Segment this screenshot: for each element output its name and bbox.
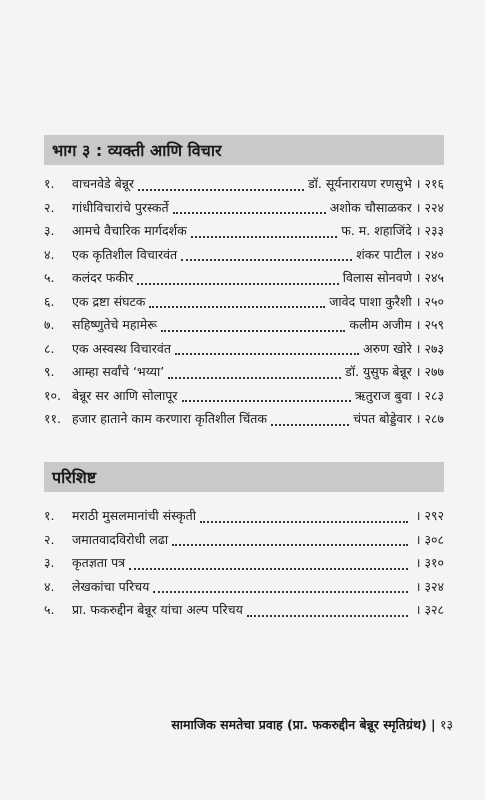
entry-title: हजार हाताने काम करणारा कृतिशील चिंतक [72,411,268,426]
entry-number: ३. [44,555,55,570]
dot-leader [247,615,408,617]
entry-number: ४. [44,246,55,262]
section-title: भाग ३ : व्यक्ती आणि विचार [52,141,222,160]
entry-separator: । [415,508,421,523]
entry-separator: । [415,555,421,570]
toc-entry [44,293,444,317]
entry-title: लेखकांचा परिचय [72,578,150,594]
entry-title: मराठी मुसलमानांची संस्कृती [72,508,197,523]
toc-entry [44,363,444,387]
entry-separator: । [415,531,421,547]
toc-entry [44,246,444,270]
dot-leader [191,236,337,238]
toc-entry [44,531,444,555]
entry-separator: । [415,176,421,191]
entry-separator: । [415,246,421,262]
entry-page: २७७ [424,364,444,379]
toc-entry [44,222,444,246]
section-title: परिशिष्ट [52,468,97,487]
entry-number: ९. [44,364,55,379]
entry-page: २८३ [424,387,444,403]
section-header-appendix [44,462,444,492]
toc-entry [44,199,444,223]
toc-entry [44,340,444,364]
entry-page: ३०८ [424,531,444,547]
entry-separator: । [415,387,421,403]
entry-author: अशोक चौसाळकर [329,199,412,215]
section-header-part3 [44,135,444,165]
entry-title: एक द्रष्टा संघटक [72,293,146,309]
toc-entry [44,387,444,411]
entry-title: एक अस्वस्थ विचारवंत [72,340,171,356]
entry-page: ३२४ [424,578,444,594]
entry-separator: । [415,578,421,594]
dot-leader [138,189,304,191]
toc-entry [44,601,444,625]
entry-page: २५० [424,293,444,309]
entry-number: २. [44,199,55,215]
entry-author: अरुण खोरे [363,340,412,356]
entry-number: ५. [44,270,55,285]
entry-title: एक कृतिशील विचारवंत [72,246,178,262]
entry-author: शंकर पाटील [356,246,412,262]
entry-page: २८७ [424,411,444,426]
toc-entry [44,507,444,531]
page-number: १३ [439,717,453,732]
dot-leader [161,330,345,332]
toc-entry [44,175,444,199]
entry-number: १. [44,176,55,191]
entry-page: २७३ [424,340,444,356]
entry-page: ३२८ [424,602,444,617]
entry-page: ३१० [424,555,444,570]
entry-separator: । [415,223,421,238]
entry-page: २४५ [424,270,444,285]
entry-number: ११. [44,411,61,426]
toc-entry [44,269,444,293]
entry-author: डॉ. युसुफ बेन्नूर [345,364,412,379]
dot-leader [175,353,359,355]
entry-title: वाचनवेडे बेन्नूर [72,176,135,191]
dot-leader [182,400,351,402]
dot-leader [181,259,352,261]
entry-page: २२४ [424,199,444,215]
entry-author: जावेद पाशा कुरैशी [329,293,412,309]
entry-separator: । [415,270,421,285]
toc-list-appendix [44,507,444,625]
entry-number: १. [44,508,55,523]
entry-title: सहिष्णुतेचे महामेरू [72,317,157,332]
entry-title: कृतज्ञता पत्र [72,555,126,570]
entry-separator: । [415,317,421,332]
dot-leader [137,283,338,285]
entry-number: ७. [44,317,55,332]
entry-author: फ. म. शहाजिंदे [341,223,412,238]
dot-leader [173,212,326,214]
entry-separator: । [415,293,421,309]
dot-leader [200,521,408,523]
dot-leader [271,424,349,426]
entry-number: ५. [44,602,55,617]
entry-separator: । [415,340,421,356]
entry-separator: । [415,364,421,379]
entry-page: २९२ [424,508,444,523]
dot-leader [149,306,325,308]
entry-number: ८. [44,340,55,356]
entry-author: कलीम अजीम [349,317,412,332]
entry-author: विलास सोनवणे [342,270,412,285]
entry-separator: । [415,199,421,215]
dot-leader [153,591,407,593]
entry-number: ४. [44,578,55,594]
book-title: सामाजिक समतेचा प्रवाह (प्रा. फकरुद्दीन बेन्नूर स्मृतिग्रंथ) [171,717,427,732]
dot-leader [168,377,341,379]
entry-separator: । [415,411,421,426]
entry-number: ३. [44,223,55,238]
footer-separator: | [431,717,436,732]
toc-entry [44,410,444,434]
entry-author: डॉ. सूर्यनारायण रणसुभे [307,176,412,191]
entry-title: बेन्नूर सर आणि सोलापूर [72,387,178,403]
toc-entry [44,578,444,602]
entry-title: आमचे वैचारिक मार्गदर्शक [72,223,187,238]
entry-page: २१६ [424,176,444,191]
entry-number: ६. [44,293,55,309]
entry-title: कलंदर फकीर [72,270,134,285]
entry-number: २. [44,531,55,547]
dot-leader [129,568,408,570]
entry-separator: । [415,602,421,617]
entry-title: प्रा. फकरुद्दीन बेन्नूर यांचा अल्प परिचय [72,602,243,617]
entry-title: जमातवादविरोधी लढा [72,531,169,547]
entry-title: आम्हा सर्वांचे ‘भय्या’ [72,364,165,379]
toc-list-part3 [44,175,444,434]
toc-entry [44,554,444,578]
entry-page: २५९ [424,317,444,332]
entry-page: २३३ [424,223,444,238]
entry-author: ऋतुराज बुवा [355,387,412,403]
entry-author: चंपत बोड्डेवार [353,411,412,426]
page-footer [171,716,453,733]
toc-entry [44,316,444,340]
entry-title: गांधीविचारांचे पुरस्कर्ते [72,199,169,215]
entry-page: २४० [424,246,444,262]
dot-leader [172,544,408,546]
entry-number: १०. [44,387,61,403]
